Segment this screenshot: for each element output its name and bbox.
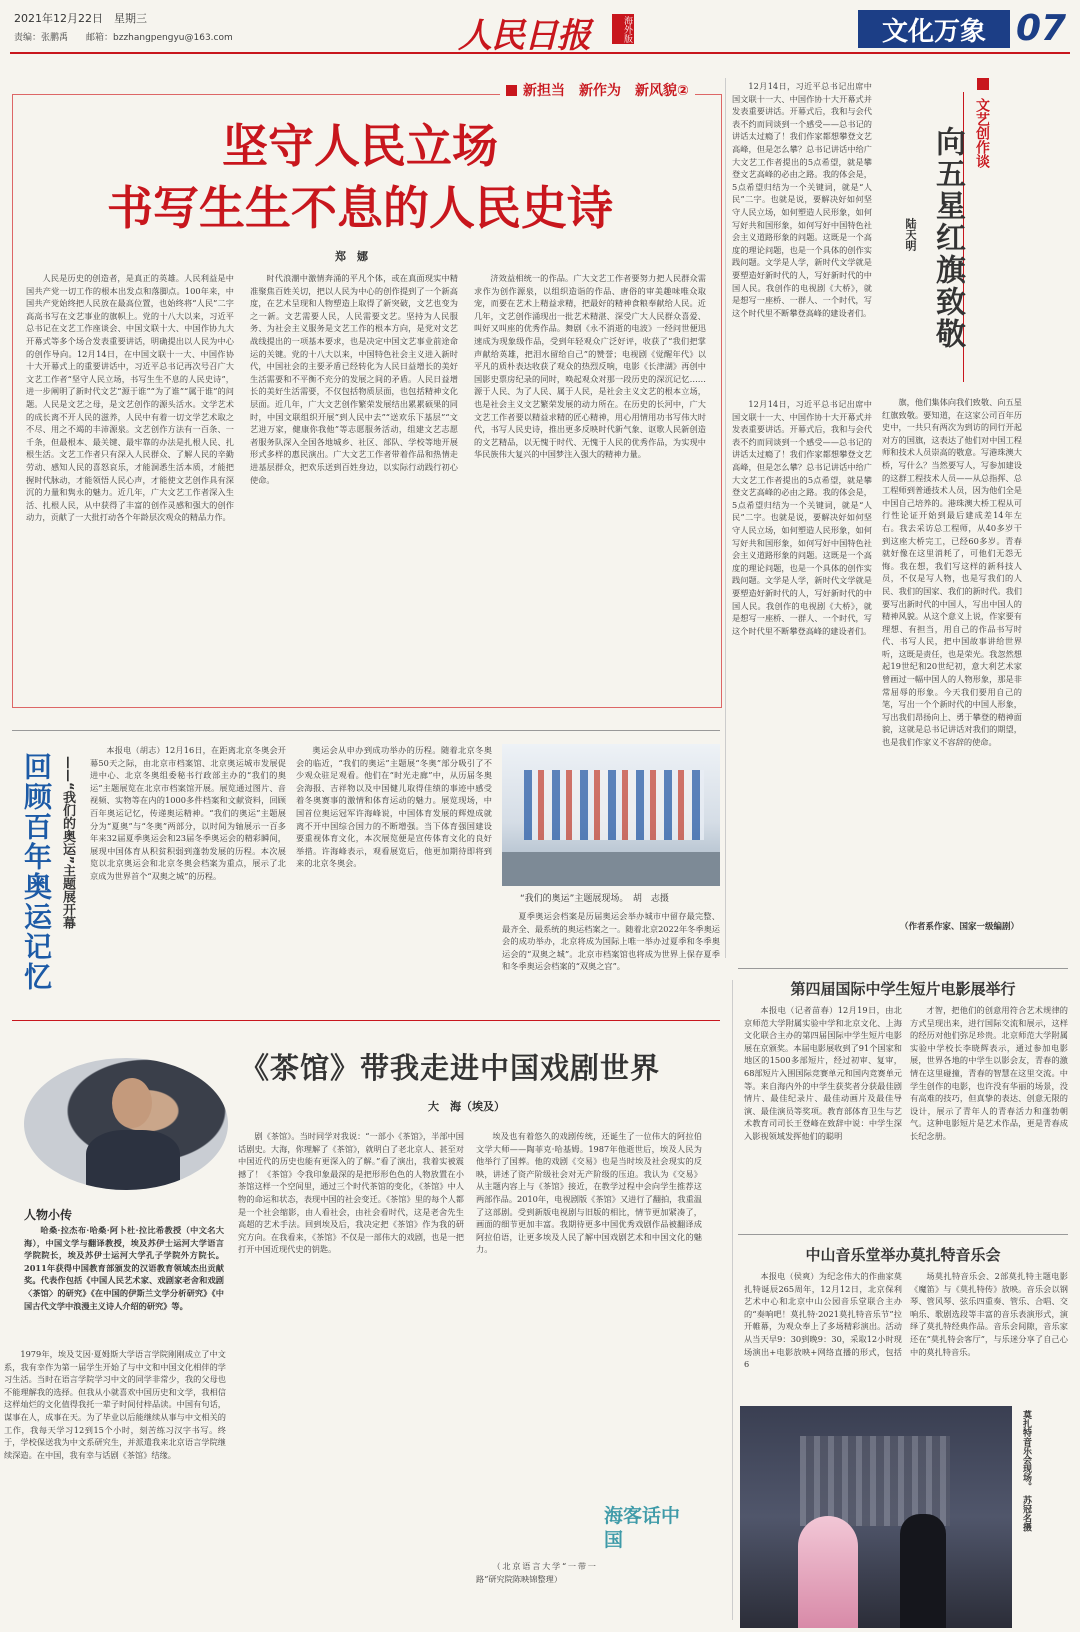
teahouse-top-rule bbox=[12, 1020, 720, 1021]
column-marker bbox=[977, 78, 989, 90]
editor-info: 责编：张鹏禹 邮箱：bzzhangpengyu@163.com bbox=[14, 33, 233, 43]
column-label: 文艺创作谈 bbox=[974, 98, 990, 168]
teahouse-col-1-text: 1979年，埃及艾因·夏姆斯大学语言学院刚刚成立了中文系，我有幸作为第一届学生开始了与中文和中国文化相伴的学习生活。当时在语言学院学习中文的同学非常少，我的父母也不能理解我的选择。但我从小就喜欢中国历史和文学，我相信这样灿烂的文化值得我托一辈子时间付梓品读。中国有句话，谋事在人，成事在天。为了毕业以后能继续从事与中文相关的工作，我每天学习12到15个小时，刻苦练习汉字书写。终于，学校保送我为中文系研究生，并派遣我来北京语言学院继续深造。在中国，我有幸与话剧《茶馆》结缘。 bbox=[4, 1349, 226, 1460]
masthead-logo: 人民日报 bbox=[458, 16, 590, 56]
film-top-rule bbox=[738, 968, 1068, 969]
column-upper-para: 12月14日，习近平总书记出席中国文联十一大、中国作协十大开幕式并发表重要讲话。开幕式后，我和与会代表不约而同谈到一个感受——总书记的讲话太过瘾了！我们作家都想攀登文艺高峰，但是怎么攀？总书记讲话中给广大文艺工作者提出的5点希望，就是攀登文艺高峰的必由之路。我的体会是，5点希望归结为一个关键词，就是“人民”二字。也就是说，要解决好如何坚守人民立场，如何塑造人民形象，如何写好共和国形象，如何写好中国特色社会主义道路形象的问题。这既是一个高度的理论问题，也是一个具体的创作实践问题。文学是人学，新时代文学就是要塑造好新时代的人，写好新时代的中国人民。我创作的电视剧《大桥》，就是想写一座桥、一群人、一个时代，写这个时代里不断攀登高峰的建设者们。 bbox=[732, 81, 872, 318]
film-col-1 bbox=[744, 1004, 902, 1224]
lead-col-3-text: 济效益相统一的作品。广大文艺工作者要努力把人民群众需求作为创作源泉，以组织造诣的作品、唐俗的审美趣味唯众取宠，而要在艺术上精益求精，把最好的精神食粮奉献给人民。近几年，文艺创作涌现出一批艺术精湛、深受广大人民群众喜爱、叫好又叫座的优秀作品。舞剧《永不消逝的电波》一经问世便迅速成为现象级作品，受到年轻观众广泛好评，收获了“我们把掌声献给英雄，把泪水留给自己”的赞誉；电视剧《觉醒年代》以平凡的质朴表达收获了观众的热烈反响，电影《长津湖》再创中国影史票房纪录的同时，唤起观众对那一段历史的深沉记忆……源于人民、为了人民、属于人民，是社会主义文艺的根本立场，也是社会主义文艺繁荣发展的动力所在。在历史的长河中，广大文艺工作者要以精益求精的匠心精神，用心用情用功书写伟大时代，书写人民史诗，推出更多反映时代新气象、讴歌人民新创造的文艺精品，以无愧于时代、无愧于人民的优秀作品，为实现中华民族伟大复兴的中国梦注入强大的精神力量。 bbox=[474, 273, 706, 460]
exhibit-floor-icon bbox=[502, 852, 720, 886]
sidebar-note: （北京语言大学“一带一路”研究院陈映锦整理） bbox=[476, 1561, 596, 1584]
olympic-col-2 bbox=[296, 744, 492, 1008]
teahouse-author: 大 海（埃及） bbox=[428, 1100, 505, 1113]
olympic-top-rule bbox=[12, 730, 720, 731]
music-top-rule bbox=[738, 1234, 1068, 1235]
teahouse-col-2 bbox=[238, 1130, 464, 1626]
column-right-lower-para: 旗，他们集体向我们致敬、向五星红旗致敬。要知道，在这家公司百年历史中，一共只有两次为到访的同行开起对方的国旗，这表达了他们对中国工程师和技术人员崇高的敬意。写港珠澳大桥，写什么？当然要写人，写参加建设的这群工程技术人员——从总指挥、总工程师到普通技术人员，因为他们全是中国自己培养的。港珠澳大桥工程从可行性论证开始到最后建成差14年左右。我去采访总工程师，从40多岁干到这座大桥完工，已经60多岁。青春就好像在这里消耗了，可他们无怨无悔。我在想，我们写这样的新科技人员，不仅是写人物，也是写我们的人民、我们的国家、我们的新时代。我们要写出新时代的中国人，写出中国人的精神风貌。从这个意义上说，作家要有理想、有担当，用自己的作品书写时代、书写人民，把中国故事讲给世界听，这既是责任，也是荣光。我忽然想起19世纪和20世纪初，意大利艺术家曾画过一幅中国人的人物形象，那是非常屈辱的形象。今天我们要用自己的笔，写出一个个新时代的中国人形象，写出我们昂扬向上、勇于攀登的精神面貌，这就是总书记讲话对我们的期望，也是我们作家义不容辞的使命。 bbox=[882, 397, 1022, 748]
music-col-2 bbox=[910, 1270, 1068, 1396]
exhibit-wall-icon bbox=[524, 770, 704, 840]
teahouse-col-1 bbox=[4, 1348, 226, 1628]
bottom-column-divider bbox=[732, 980, 733, 1620]
series-tag bbox=[500, 80, 695, 100]
lead-col-1-text: 人民是历史的创造者，是真正的英雄。人民利益是中国共产党一切工作的根本出发点和落脚点。100年来，中国共产党始终把人民放在最高位置，也始终将“人民”二字高高书写在文艺事业的旗帜上。党的十八大以来，习近平总书记在文艺工作座谈会、中国文联十大、中国作协九大开幕式等多个场合发表重要讲话，明确提出以人民为中心的创作导向。12月14日，在中国文联十一大、中国作协十大开幕式上的重要讲话中，习近平总书记再次号召广大文艺工作者“坚守人民立场，书写生生不息的人民史诗”，进一步阐明了新时代文艺“源于谁”“为了谁”“属于谁”的问题。人民是文艺之母，是文艺创作的源头活水。文学艺术的成长离不开人民的滋养，人民中有着一切文学艺术取之不尽、用之不竭的丰沛源泉。文艺创作方法有一百条、一千条，但最根本、最关键、最牢靠的办法是扎根人民、扎根生活。文艺工作者只有深入人民群众、了解人民的辛勤劳动、感知人民的喜怒哀乐，才能洞悉生活本质，才能把握时代脉动，才能领悟人民心声，才能使文艺创作具有深沉的力量和隽永的魅力。近几年，广大文艺工作者深入生活、扎根人民，从中获得了丰富的创作灵感和强大的创作动力，贡献了一大批打动各个年龄层次观众的精品力作。 bbox=[26, 273, 234, 523]
header-rule bbox=[10, 52, 1070, 54]
teahouse-col-3-text: 埃及也有着悠久的戏剧传统，还诞生了一位伟大的阿拉伯文学大师——陶菲克·哈基姆。1987年他逝世后，埃及人民为他举行了国葬。他的戏剧《交易》也是当时埃及社会现实的反映，讲述了资产阶级社会对无产阶级的压迫。我认为《交易》从主题内容上与《茶馆》接近，在教学过程中会向学生推荐这两部作品。2010年，电视剧版《茶馆》又进行了翻拍，我重温了这部剧。受到新版电视剧与旧版的相比，情节更加紧凑了，画面的细节更加丰富。我期待更多中国优秀戏剧作品被翻译成阿拉伯语，让更多埃及人民了解中国戏剧艺术和中国文化的魅力。 bbox=[476, 1131, 702, 1255]
column-left-lower bbox=[732, 398, 872, 928]
teahouse-col-2-text: 剧《茶馆》。当时同学对我说：“一部小《茶馆》，半部中国话剧史。大海，你理解了《茶馆》，就明白了老北京人、甚至对中国近代的历史也能有更深入的了解。”看了演出，我着实被震撼了！《茶馆》令我印象最深的是把形形色色的人物放置在小茶馆这样一个空间里，通过三个时代茶馆的变化，《茶馆》中人物的命运和状态，表现中国的社会变迁。《茶馆》里的每个人都是一个社会缩影，由人看社会，由社会看时代，这是老舍先生高超的艺术手法。回到埃及后，我决定把《茶馆》作为我的研究方向。在我看来，《茶馆》不仅是一部伟大的戏剧，也是一把打开中国近现代史的钥匙。 bbox=[238, 1131, 464, 1255]
bio-box bbox=[24, 1224, 224, 1344]
performer-suit-icon bbox=[900, 1514, 946, 1628]
music-col-1-text: 本报电（侯爽）为纪念伟大的作曲家莫扎特诞辰265周年，12月12日，北京保利艺术中心和北京中山公园音乐堂联合主办的“奏响吧！莫扎特·2021莫扎特音乐节”拉开帷幕，为观众奉上了多场精彩演出。活动从当天早9：30到晚9：30，采取12小时现场演出+电影放映+网络直播的形式，包括6 bbox=[744, 1271, 902, 1370]
column-upper-text bbox=[732, 80, 872, 398]
olympic-exhibition-photo bbox=[502, 744, 720, 886]
column-author: 陆天明 bbox=[904, 218, 917, 251]
olympic-title: 回顾百年奥运记忆 bbox=[20, 752, 53, 992]
olympic-photo-caption: “我们的奥运”主题展现场。 胡 志摄 bbox=[520, 894, 669, 904]
bio-text: 哈桑·拉杰布·哈桑·阿卜杜·拉比希教授（中文名大海），中国文学与翻译教授，埃及苏伊士运河大学语言学院院长，埃及苏伊士运河大学孔子学院外方院长。2011年获得中国教育部颁发的汉语教育领域杰出贡献奖。代表作包括《中国人民艺术家、戏剧家老舍和戏剧〈茶馆〉的研究》《在中国的伊斯兰文学分析研究》《中国古代文学中浪漫主义诗人介绍的研究》等。 bbox=[24, 1225, 224, 1311]
column-left-lower-para: 12月14日，习近平总书记出席中国文联十一大、中国作协十大开幕式并发表重要讲话。开幕式后，我和与会代表不约而同谈到一个感受——总书记的讲话太过瘾了！我们作家都想攀登文艺高峰，但是怎么攀？总书记讲话中给广大文艺工作者提出的5点希望，就是攀登文艺高峰的必由之路。我的体会是，5点希望归结为一个关键词，就是“人民”二字。也就是说，要解决好如何坚守人民立场，如何塑造人民形象，如何写好共和国形象，如何写好中国特色社会主义道路形象的问题。这既是一个高度的理论问题，也是一个具体的创作实践问题。文学是人学，新时代文学就是要塑造好新时代的人，写好新时代的中国人民。我创作的电视剧《大桥》，就是想写一座桥、一群人、一个时代，写这个时代里不断攀登高峰的建设者们。 bbox=[732, 399, 872, 636]
sidebar-tag: 海客话中国 bbox=[604, 1505, 681, 1551]
olympic-col-1 bbox=[90, 744, 286, 1008]
singer-dress-icon bbox=[798, 1516, 858, 1628]
author-portrait bbox=[24, 1058, 228, 1190]
music-title: 中山音乐堂举办莫扎特音乐会 bbox=[805, 1246, 1001, 1264]
lead-author: 郑 娜 bbox=[335, 250, 368, 263]
olympic-col-3-text: 夏季奥运会档案是历届奥运会举办城市中留存最完整、最齐全、最系统的奥运档案之一。随着北京2022年冬季奥运会的成功举办，北京将成为国际上唯一举办过夏季和冬季奥运会的“双奥之城”。北京市档案馆也将成为世界上保存夏季和冬季奥运会档案的“双奥之宫”。 bbox=[502, 911, 720, 972]
teahouse-col-3 bbox=[476, 1130, 702, 1500]
lead-title-line2: 书写生生不息的人民史诗 bbox=[107, 181, 613, 235]
section-title: 文化万象 bbox=[858, 10, 1010, 48]
lead-col-2 bbox=[250, 272, 458, 697]
film-col-1-text: 本报电（记者苗春）12月19日，由北京师范大学附属实验中学和北京文化、上海文化联合主办的第四届国际中学生短片电影展在京颁奖。本届电影展收到了91个国家和地区的1500多部短片，经过初审、复审，68部短片入围国际竞赛单元和国内竞赛单元等。来自海内外的中学生获奖者分获最佳剧情片、最佳纪录片、最佳动画片及最佳导演、最佳演员等奖项。教育部体育卫生与艺术教育司司长王登峰在致辞中说：中学生深入影视领域发挥他们的聪明 bbox=[744, 1005, 902, 1141]
series-marker bbox=[506, 85, 517, 96]
page-number: 07 bbox=[1016, 8, 1067, 49]
lead-col-2-text: 时代浪潮中激情奔涌的平凡个体，或在真面现实中精准聚焦百姓关切，把以人民为中心的创作提到了一个新高度，在艺术呈现和人物塑造上取得了新突破，文艺也变为之一新。文艺需要人民，人民需要文艺。坚持为人民服务、为社会主义服务是文艺工作的根本方向，是党对文艺战线提出的一项基本要求，也是决定中国文艺事业前途命运的关键。党的十八大以来，中国特色社会主义进入新时代，中国社会的主要矛盾已经转化为人民日益增长的美好生活需要和不平衡不充分的发展之间的矛盾。人民日益增长的美好生活需要，不仅包括物质层面，也包括精神文化层面。近几年，广大文艺创作繁荣发展结出累累硕果的同时，中国文联组织开展“到人民中去”“送欢乐下基层”“文艺进万家，健康你我他”等志愿服务活动，组建文艺志愿者服务队深入全国各地城乡、社区、部队、学校等地开展形式多样的惠民演出。广大文艺工作者带着作品和热情走进基层群众，把欢乐送到百姓身边，以实际行动践行初心使命。 bbox=[250, 273, 458, 485]
issue-date: 2021年12月22日 星期三 bbox=[14, 12, 147, 25]
series-label: 新担当 新作为 新风貌② bbox=[523, 83, 689, 99]
portrait-suit-icon bbox=[86, 1130, 180, 1190]
lead-col-1 bbox=[26, 272, 234, 697]
olympic-col-3 bbox=[502, 910, 720, 1008]
olympic-subtitle: ——“我们的奥运”主题展开幕 bbox=[60, 756, 75, 930]
lead-col-3 bbox=[474, 272, 706, 697]
film-title: 第四届国际中学生短片电影展举行 bbox=[790, 980, 1016, 998]
organ-pipes-icon bbox=[800, 1436, 950, 1526]
bio-heading: 人物小传 bbox=[24, 1208, 73, 1222]
column-author-note: （作者系作家、国家一级编剧） bbox=[900, 922, 1020, 932]
olympic-col-1-text: 本报电（胡志）12月16日，在距离北京冬奥会开幕50天之际，由北京市档案馆、北京奥运城市发展促进中心、北京冬奥组委秘书行政部主办的“我们的奥运”主题展览在北京市档案馆开展。展览通过图片、音视频、实物等在内的1000多件档案和文献资料，回顾百年奥运记忆，传递奥运精神。“我们的奥运”主题展分为“夏奥”与“冬奥”两部分，以时间为轴展示一百多年来32届夏季奥运会和23届冬季奥运会的精彩瞬间，展现中国体育从积贫积弱到蓬勃发展的历程。本次展览以北京奥运会和北京冬奥会档案为重点，展示了北京成为世界首个“双奥之城”的历程。 bbox=[90, 745, 286, 881]
column-title: 向五星红旗致敬 bbox=[930, 126, 965, 350]
lead-title-line1: 坚守人民立场 bbox=[222, 119, 498, 173]
sidebar-note-box bbox=[476, 1560, 596, 1612]
music-col-2-text: 场莫扎特音乐会、2部莫扎特主题电影《魔笛》与《莫扎特传》放映。音乐会以钢琴、管风琴、弦乐四重奏、管乐、合唱、交响乐、歌剧选段等丰富的音乐表演形式，演绎了莫扎特经典作品。音乐会间隙，音乐家还在“莫扎特会客厅”，与乐迷分享了自己心中的莫扎特音乐。 bbox=[910, 1271, 1068, 1357]
column-right-lower bbox=[882, 396, 1022, 916]
music-col-1 bbox=[744, 1270, 902, 1396]
olympic-col-2-text: 奥运会从申办到成功举办的历程。随着北京冬奥会的临近，“我们的奥运”主题展“冬奥”部分吸引了不少观众驻足观看。他们在“时光走廊”中，从历届冬奥会海报、吉祥物以及中国健儿取得佳绩的事迹中感受着冬奥赛事的激情和体育运动的魅力。展览现场，中国首位奥运冠军许海峰说，中国体育发展的辉煌成就离不开中国综合国力的不断增强。当下体育强国建设要重视体育文化，本次展览便是宣传体育文化的良好举措。许海峰表示，观看展览后，他更加期待即将到来的北京冬奥会。 bbox=[296, 745, 492, 869]
film-col-2 bbox=[910, 1004, 1068, 1224]
teahouse-title: 《茶馆》带我走进中国戏剧世界 bbox=[240, 1051, 661, 1085]
concert-photo-caption: 莫扎特音乐会现场。 苏冠名摄 bbox=[1021, 1410, 1031, 1532]
concert-photo bbox=[740, 1406, 1012, 1628]
film-col-2-text: 才智，把他们的创意用符合艺术规律的方式呈现出来，进行国际交流和展示，这样的经历对他们弥足珍贵。北京师范大学附属实验中学校长李晓辉表示，通过参加电影展，世界各地的中学生以影会友，青春的激情在这里碰撞，青春的智慧在这里交流。中学生创作的电影，也许没有华丽的场景，没有高难的技巧，但真挚的表达、创意无限的设计，展示了青年人的青春活力和蓬勃朝气。这种电影短片是艺术作品，更是青春成长纪念册。 bbox=[910, 1005, 1068, 1141]
portrait-face-icon bbox=[112, 1078, 152, 1128]
column-divider bbox=[725, 78, 726, 958]
masthead-badge: 海外版 bbox=[612, 14, 634, 44]
